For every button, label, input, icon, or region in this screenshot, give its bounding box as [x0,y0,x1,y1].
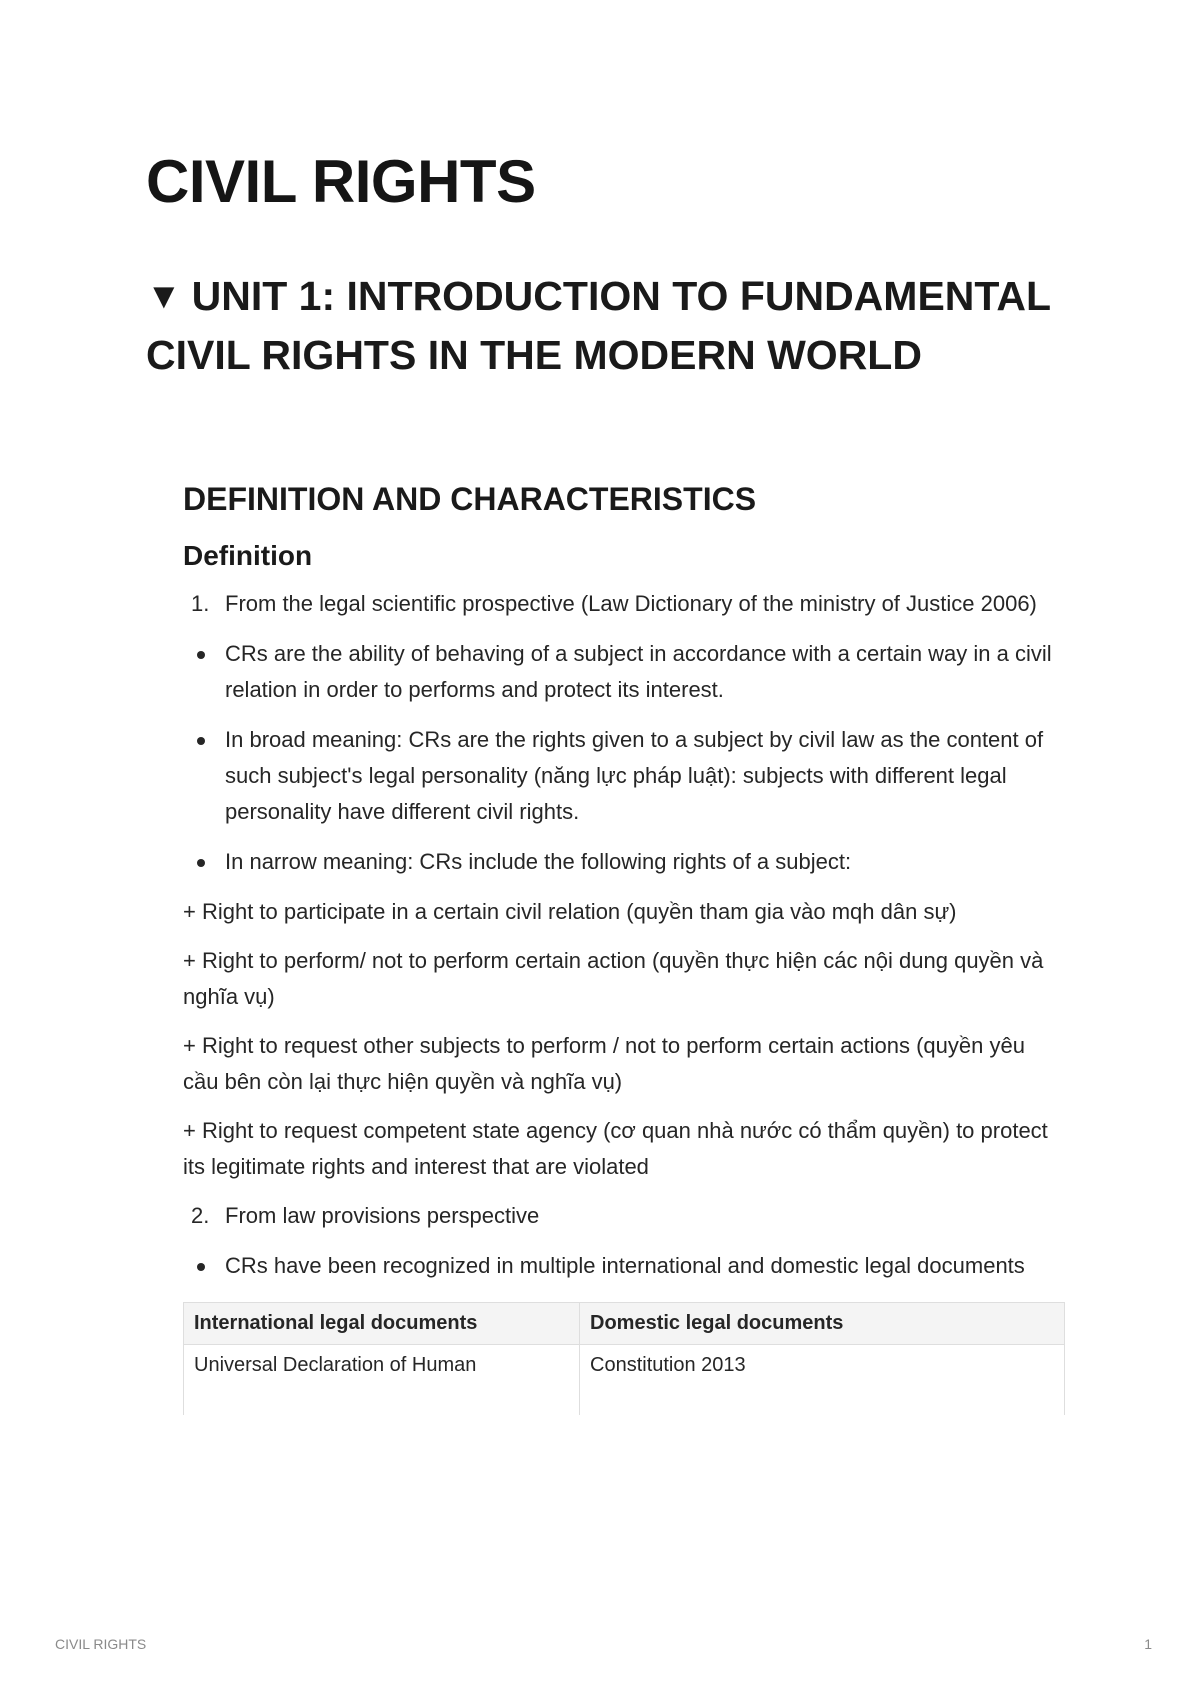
numbered-item-text: From the legal scientific prospective (Law Dictionary of the ministry of Justice 2006) [225,591,1037,616]
toggle-triangle-icon[interactable]: ▼ [146,275,182,316]
table-header-row [184,1303,1065,1345]
bullet-item-text: CRs have been recognized in multiple international and domestic legal documents [225,1253,1025,1278]
numbered-item-marker: 2. [191,1203,210,1228]
table-cell: Constitution 2013 [580,1345,1065,1416]
legal-documents-table [183,1302,1065,1415]
bullet-dot-icon [197,737,205,745]
footer-document-title: CIVIL RIGHTS [55,1636,147,1652]
unit-content [183,476,1063,1415]
table-row [184,1345,1065,1416]
plus-item: + Right to request competent state agency (cơ quan nhà nước có thẩm quyền) to protect its legitimate rights and interest that are violated [183,1118,1048,1179]
plus-item: + Right to perform/ not to perform certain action (quyền thực hiện các nội dung quyền và nghĩa vụ) [183,948,1044,1009]
bullet-item-text: In broad meaning: CRs are the rights given to a subject by civil law as the content of such subject's legal personality (năng lực pháp luật): subjects with different legal personality have different civil rights. [225,727,1044,824]
bullet-item [183,844,1063,880]
section-heading: DEFINITION AND CHARACTERISTICS [183,481,757,517]
unit-heading-text: UNIT 1: INTRODUCTION TO FUNDAMENTAL CIVIL RIGHTS IN THE MODERN WORLD [146,273,1051,378]
numbered-item-1 [183,586,1063,622]
bullet-item [183,636,1063,708]
bullet-dot-icon [197,1263,205,1271]
subsection-heading: Definition [183,540,313,571]
bullet-dot-icon [197,859,205,867]
bullet-item-text: CRs are the ability of behaving of a subject in accordance with a certain way in a civil relation in order to performs and protect its interest. [225,641,1052,702]
unit-toggle-heading[interactable] [146,266,1086,385]
table-cell: Universal Declaration of Human [184,1345,580,1416]
numbered-item-text: From law provisions perspective [225,1203,540,1228]
table-header-cell: International legal documents [184,1303,580,1345]
numbered-item-2 [183,1198,1063,1234]
bullet-item [183,722,1063,830]
table-header-cell: Domestic legal documents [580,1303,1065,1345]
bullet-dot-icon [197,651,205,659]
bullet-item [183,1248,1063,1284]
plus-item: + Right to participate in a certain civil relation (quyền tham gia vào mqh dân sự) [183,899,957,924]
document-title: CIVIL RIGHTS [146,148,536,215]
plus-item: + Right to request other subjects to perform / not to perform certain actions (quyền yêu cầu bên còn lại thực hiện quyền và nghĩa vụ) [183,1033,1025,1094]
bullet-item-text: In narrow meaning: CRs include the following rights of a subject: [225,849,852,874]
numbered-item-marker: 1. [191,591,210,616]
footer-page-number: 1 [1144,1636,1152,1652]
